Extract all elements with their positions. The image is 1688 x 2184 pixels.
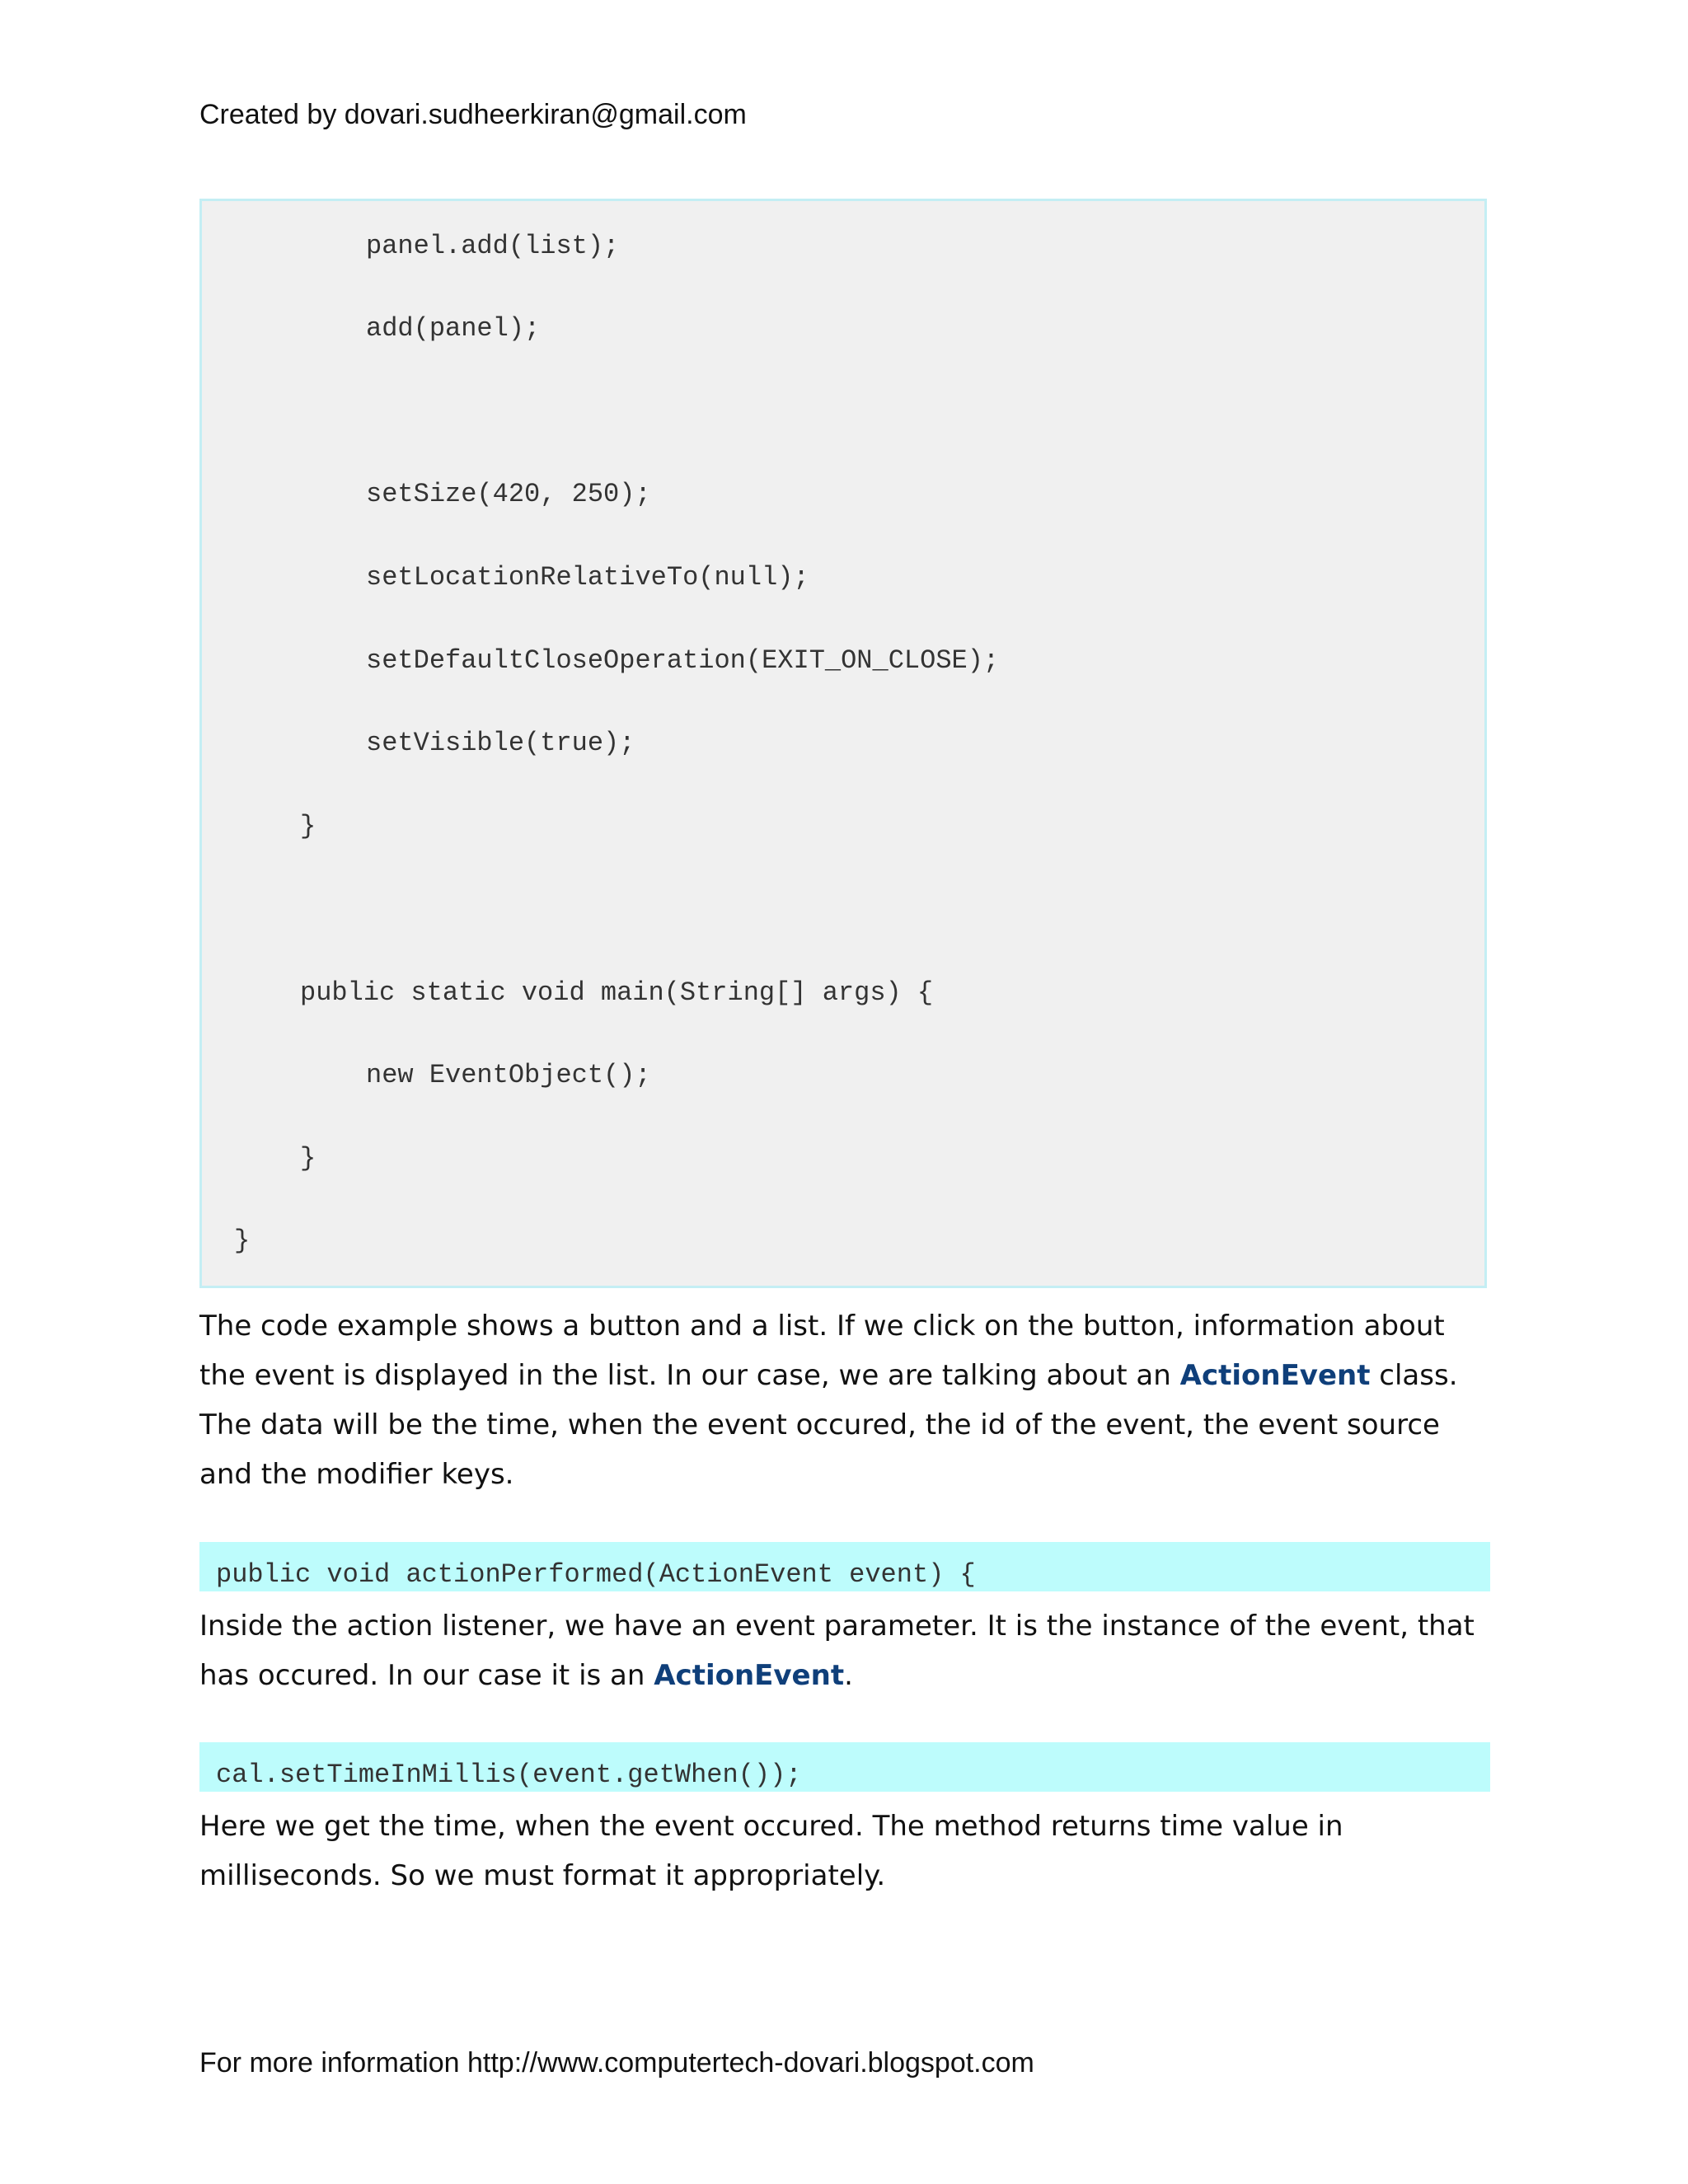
- code-line: setDefaultCloseOperation(EXIT_ON_CLOSE);: [366, 645, 1000, 676]
- page-header: Created by dovari.sudheerkiran@gmail.com: [199, 99, 747, 130]
- paragraph-action-listener: [199, 1601, 1493, 1700]
- page-footer: For more information http://www.computertech-dovari.blogspot.com: [199, 2047, 1034, 2079]
- paragraph-intro: [199, 1301, 1493, 1499]
- code-block: [199, 199, 1487, 1288]
- paragraph-time: Here we get the time, when the event occured. The method returns time value in milliseconds. So we must format it appropriately.: [199, 1810, 1343, 1892]
- code-line: public static void main(String[] args) {: [300, 977, 934, 1008]
- code-line: new EventObject();: [366, 1060, 651, 1090]
- actionevent-keyword: ActionEvent: [1179, 1359, 1371, 1392]
- snippet-code: public void actionPerformed(ActionEvent event) {: [216, 1559, 976, 1590]
- code-line: panel.add(list);: [366, 231, 620, 261]
- code-line: setSize(420, 250);: [366, 479, 651, 509]
- paragraph-text: Inside the action listener, we have an event parameter. It is the instance of the event, that has occured. In our case it is an: [199, 1610, 1475, 1692]
- code-line: }: [300, 1143, 316, 1174]
- paragraph-text: .: [844, 1659, 853, 1692]
- code-snippet-action-performed: [199, 1542, 1490, 1591]
- actionevent-keyword: ActionEvent: [654, 1659, 845, 1692]
- code-line: }: [234, 1226, 251, 1256]
- snippet-code: cal.setTimeInMillis(event.getWhen());: [216, 1760, 802, 1790]
- code-line: }: [300, 811, 316, 841]
- code-line: add(panel);: [366, 313, 541, 344]
- code-line: setLocationRelativeTo(null);: [366, 562, 809, 593]
- code-snippet-set-time: [199, 1742, 1490, 1792]
- paragraph-text: The code example shows a button and a list. If we click on the button, information about the event is displayed in the list. In our case, we are talking about an: [199, 1310, 1445, 1392]
- code-line: setVisible(true);: [366, 728, 635, 758]
- paragraph-text: class. The data will be the time, when the event occured, the id of the event, the event source and the modifier keys.: [199, 1359, 1458, 1491]
